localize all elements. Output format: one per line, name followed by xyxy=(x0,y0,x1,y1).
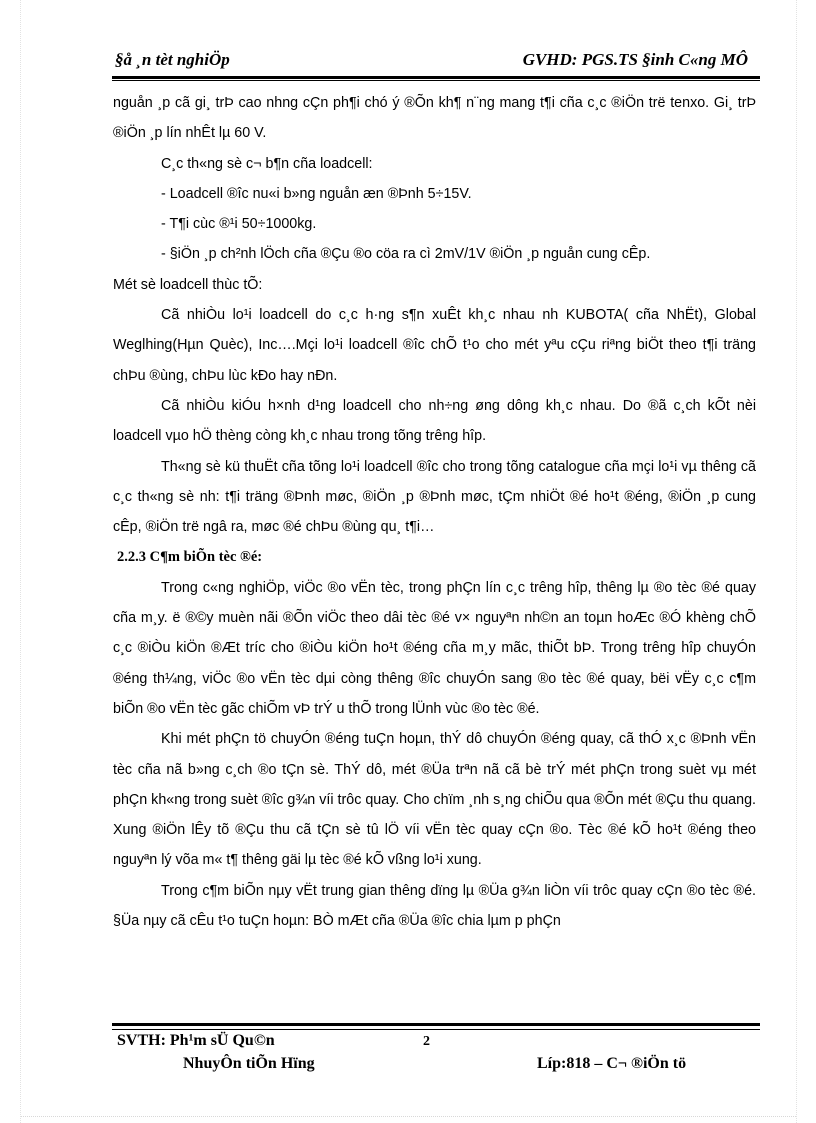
page-boundary xyxy=(20,1116,796,1117)
header-title: §å ¸n tèt nghiÖp xyxy=(115,50,230,69)
paragraph: Cã nhiÒu kiÓu h×nh d¹ng loadcell cho nh÷ng øng dông kh¸c nhau. Do ®ã c¸ch kÕt nèi loadcell vµo hÖ thèng còng kh¸c nhau trong tõng trêng hîp. xyxy=(113,397,756,445)
footer-student-2: NhuyÔn tiÕn Hïng xyxy=(183,1055,315,1072)
footer-class-info: Líp:818 – C¬ ®iÖn tö xyxy=(537,1055,687,1072)
list-item: - Loadcell ®îc nu«i b»ng nguån æn ®Þnh 5÷15V. xyxy=(161,185,472,202)
section-heading: 2.2.3 C¶m biÕn tèc ®é: xyxy=(117,549,263,566)
header-rule-thin xyxy=(112,80,760,81)
footer-student-1: SVTH: Ph¹m sÜ Qu©n xyxy=(117,1032,275,1049)
page-boundary-left xyxy=(20,0,21,1123)
footer-rule-thin xyxy=(112,1029,760,1030)
paragraph: nguån ¸p cã gi¸ trÞ cao nhng cÇn ph¶i chó ý ®Õn kh¶ n¨ng mang t¶i cña c¸c ®iÖn trë tenxo. Gi¸ trÞ ®iÖn ¸p lín nhÊt lµ 60 V. xyxy=(113,95,756,142)
page-boundary-right xyxy=(796,0,797,1123)
paragraph: Khi mét phÇn tö chuyÓn ®éng tuÇn hoµn, thÝ dô chuyÓn ®éng quay, cã thÓ x¸c ®Þnh vËn tèc cña nã b»ng c¸ch ®o tÇn sè. ThÝ dô, mét ®Üa trªn nã cã bè trÝ mét phÇn trong suèt vµ mét phÇn kh«ng trong suèt ®îc g¾n víi trôc quay. Cho chïm ¸nh s¸ng chiÕu qua ®Õn mét ®Çu thu quang. Xung ®iÖn lÊy tõ ®Çu thu cã tÇn sè tû lÖ víi vËn tèc quay cÇn ®o. Tèc ®é kÕ ho¹t ®éng theo nguyªn lý võa m« t¶ thêng gäi lµ tèc ®é kÕ vßng lo¹i xung. xyxy=(113,731,756,869)
header-rule-thick xyxy=(112,76,760,79)
page-footer xyxy=(112,1032,762,1092)
paragraph: C¸c th«ng sè c¬ b¶n cña loadcell: xyxy=(161,155,373,172)
paragraph: Trong c«ng nghiÖp, viÖc ®o vËn tèc, trong phÇn lín c¸c trêng hîp, thêng lµ ®o tèc ®é quay cña m¸y. ë ®©y muèn nãi ®Õn viÖc theo dâi tèc ®é v× nguyªn nh©n an toµn hoÆc ®Ó khèng chÕ c¸c ®iÒu kiÖn ®Æt tríc cho ®iÒu kiÖn ho¹t ®éng cña m¸y mãc, thiÕt bÞ. Trong trêng hîp chuyÓn ®éng th¼ng, viÖc ®o vËn tèc dµi còng thêng ®îc chuyÓn sang ®o tèc ®é quay, bëi vËy c¸c c¶m biÕn ®o vËn tèc gãc chiÕm vÞ trÝ u thÕ trong lÜnh vùc ®o tèc ®é. xyxy=(113,579,756,717)
page-header xyxy=(112,50,762,74)
paragraph: Mét sè loadcell thùc tÕ: xyxy=(113,276,263,293)
list-item: - T¶i cùc ®¹i 50÷1000kg. xyxy=(161,216,317,233)
document-body xyxy=(113,88,756,936)
paragraph: Trong c¶m biÕn nµy vËt trung gian thêng dïng lµ ®Üa g¾n liÒn víi trôc quay cÇn ®o tèc ®é. §Üa nµy cã cÊu t¹o tuÇn hoµn: BÒ mÆt cña ®Üa ®îc chia lµm p phÇn xyxy=(113,882,756,930)
list-item: - §iÖn ¸p ch²nh lÖch cña ®Çu ®o cöa ra cì 2mV/1V ®iÖn ¸p nguån cung cÊp. xyxy=(161,246,651,263)
header-supervisor: GVHD: PGS.TS §inh C«ng MÔ xyxy=(522,50,748,69)
paragraph: Th«ng sè kü thuËt cña tõng lo¹i loadcell ®îc cho trong tõng catalogue cña mçi lo¹i vµ thêng cã c¸c th«ng sè nh: t¶i träng ®Þnh møc, ®iÖn ¸p ®Þnh møc, tÇm nhiÖt ®é ho¹t ®éng, ®iÖn ¸p cung cÊp, ®iÖn trë ngâ ra, møc ®é chÞu ®ùng qu¸ t¶i… xyxy=(113,458,756,536)
footer-rule-thick xyxy=(112,1023,760,1026)
page-number: 2 xyxy=(423,1034,430,1049)
paragraph: Cã nhiÒu lo¹i loadcell do c¸c h·ng s¶n xuÊt kh¸c nhau nh KUBOTA( cña NhËt), Global Weglhing(Hµn Quèc), Inc….Mçi lo¹i loadcell ®îc chÕ t¹o cho mét yªu cÇu riªng biÖt theo t¶i träng chÞu ®ùng, chÞu lùc kÐo hay nÐn. xyxy=(113,307,756,384)
